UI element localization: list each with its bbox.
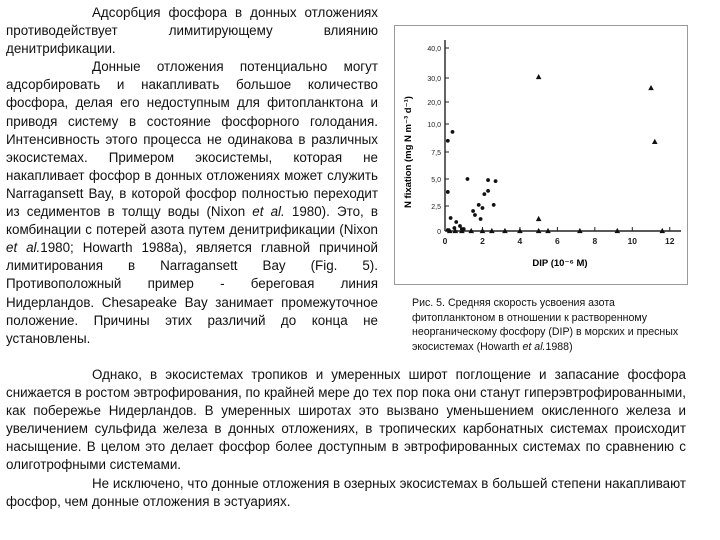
chart-axes — [445, 40, 681, 231]
data-point-dot — [449, 216, 453, 220]
caption-year: 1988) — [545, 340, 573, 353]
data-point-triangle — [536, 74, 542, 79]
scatter-plot — [395, 26, 687, 284]
data-point-dot — [446, 190, 450, 194]
y-tick-label: 7,5 — [431, 150, 441, 157]
x-tick-label: 6 — [555, 236, 560, 246]
x-tick-label: 10 — [627, 236, 638, 246]
data-point-dot — [454, 220, 458, 224]
paragraph-4: Не исключено, что донные отложения в озерных экосистемах в большей степени накапливают фосфор, чем донные отложения в эстуариях. — [6, 475, 686, 509]
data-point-dot — [486, 178, 490, 182]
x-tick-label: 4 — [517, 236, 523, 246]
figure-caption — [412, 296, 687, 354]
y-axis-label: N fixation (mg N m⁻³ d⁻¹) — [403, 96, 414, 208]
paragraph-3: Однако, в экосистемах тропиков и умеренных широт поглощение и запасание фосфора снижается в ростом эвтрофирования, по крайней мере до тех пор пока они станут гиперэвтрофированными, как побережье Нидерландов. В умеренных широтах это вызвано уменьшением окисленного железа и увеличением сульфида железа в донных отложениях, в тропических карбонатных системах происходит насыщение. В целом это делает фосфор более доступным в эвтрофированных системах по сравнению с олиготрофными системами. — [6, 367, 686, 473]
y-tick-label: 10,0 — [427, 122, 441, 129]
y-tick-label: 20,0 — [427, 100, 441, 107]
x-ticks — [443, 227, 675, 246]
caption-et-al: et al. — [522, 340, 546, 353]
data-point-dot — [466, 177, 470, 181]
y-tick-label: 0 — [437, 229, 441, 236]
et-al: et al. — [252, 204, 285, 220]
data-point-dot — [479, 217, 483, 221]
y-ticks — [427, 46, 449, 236]
data-point-dot — [477, 203, 481, 207]
x-tick-label: 12 — [665, 236, 675, 246]
caption-text: Рис. 5. Средняя скорость усвоения азота фитопланктоном в отношении к растворенному неорганическому фосфору (DIP) в морских и пресных экосистемах (Howarth — [412, 297, 679, 353]
data-point-dot — [486, 189, 490, 193]
data-point-dot — [481, 206, 485, 210]
data-point-triangle — [648, 85, 654, 90]
y-tick-label: 2,5 — [431, 204, 441, 211]
data-point-dot — [473, 213, 477, 217]
data-point-dot — [446, 139, 450, 143]
y-tick-label: 40,0 — [427, 46, 441, 53]
x-tick-label: 0 — [442, 236, 448, 246]
x-tick-label: 8 — [592, 236, 598, 246]
full-width-text — [6, 366, 686, 511]
et-al: et al. — [6, 240, 41, 256]
data-point-triangle — [536, 216, 542, 221]
paragraph-1: Адсорбция фосфора в донных отложениях противодействует лимитирующему влиянию денитрификации. — [6, 5, 378, 57]
data-point-dot — [471, 209, 475, 213]
data-point-dot — [494, 179, 498, 183]
data-point-dot — [482, 192, 486, 196]
y-tick-label: 5,0 — [431, 177, 441, 184]
data-point-dot — [451, 130, 455, 134]
chart-marks — [446, 74, 665, 233]
data-point-dot — [492, 203, 496, 207]
x-axis-label: DIP (10⁻⁶ M) — [532, 258, 588, 269]
paragraph-2-part-c: 1980; Howarth 1988a), является главной причиной лимитирования в Narragansett Bay (Fig. 5). Противоположный пример - береговая линия Нидерландов. Chesapeake Bay занимает промежуточное положение. Причины этих различий до конца не установлены. — [6, 240, 379, 346]
text-column — [6, 4, 378, 348]
figure-5-chart — [394, 25, 688, 285]
paragraph-2-part-b: 1980). Это, в комбинации с потерей азота путем денитрификации (Nixon — [6, 204, 378, 238]
y-tick-label: 30,0 — [427, 76, 441, 83]
x-tick-label: 2 — [480, 236, 485, 246]
paragraph-2 — [6, 58, 378, 348]
data-point-triangle — [652, 139, 658, 144]
paragraph-2-part-a: Донные отложения потенциально могут адсорбировать и накапливать большое количество фосфора, делая его недоступным для фитопланктона и приводя систему в состояние фосфорного голодания. Интенсивность этого процесса не одинакова в различных экосистемах. Примером экосистемы, которая не накапливает фосфор в донных отложениях может служить Narragansett Bay, в которой фосфор полностью переходит из седиментов в толщу воды (Nixon — [6, 59, 378, 220]
